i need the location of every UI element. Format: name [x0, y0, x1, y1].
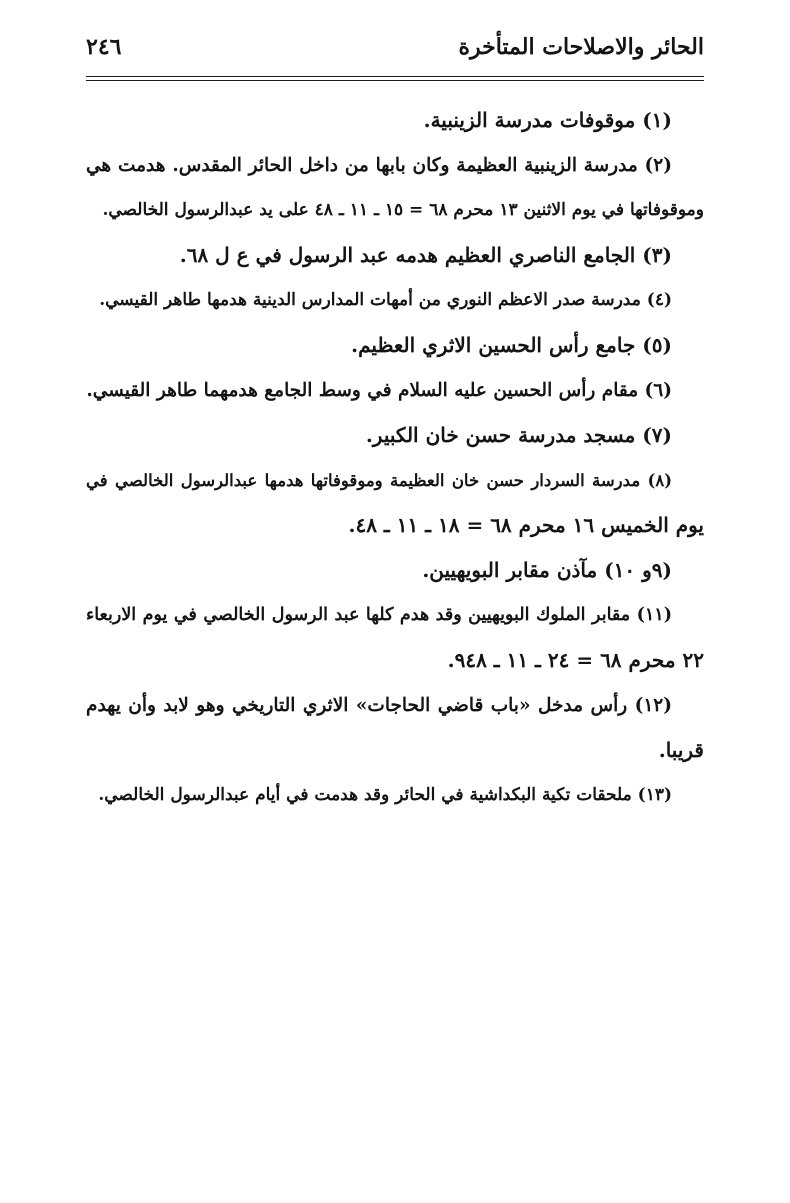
note-13: (١٣) ملحقات تكية البكداشية في الحائر وقد هدمت في أيام عبدالرسول الخالصي.: [98, 785, 672, 805]
note-6: (٦) مقام رأس الحسين عليه السلام في وسط الجامع هدمهما طاهر القيسي.: [86, 380, 672, 401]
note-11-line-1: (١١) مقابر الملوك البويهيين وقد هدم كلها عبد الرسول الخالصي في يوم الاربعاء: [86, 605, 672, 625]
note-4: (٤) مدرسة صدر الاعظم النوري من أمهات المدارس الدينية هدمها طاهر القيسي.: [99, 290, 672, 310]
running-title: الحائر والاصلاحات المتأخرة: [458, 34, 704, 60]
page-header: [86, 30, 704, 74]
note-7: (٧) مسجد مدرسة حسن خان الكبير.: [365, 423, 672, 447]
note-5: (٥) جامع رأس الحسين الاثري العظيم.: [351, 333, 672, 357]
header-rule-bottom: [86, 80, 704, 81]
note-9-10: (٩و ١٠) مآذن مقابر البويهيين.: [422, 558, 672, 582]
note-8-line-1: (٨) مدرسة السردار حسن خان العظيمة وموقوفاتها هدمها عبدالرسول الخالصي في: [86, 471, 672, 490]
note-12-line-2: قريبا.: [658, 738, 704, 762]
note-2-line-2: وموقوفاتها في يوم الاثنين ١٣ محرم ٦٨ = ١٥ ـ ١١ ـ ٤٨ على يد عبدالرسول الخالصي.: [102, 200, 704, 220]
page-number: ٢٤٦: [86, 34, 122, 60]
body-text: [86, 98, 704, 818]
note-1: (١) موقوفات مدرسة الزينبية.: [423, 108, 672, 132]
header-rule-top: [86, 76, 704, 77]
note-2-line-1: (٢) مدرسة الزينبية العظيمة وكان بابها من داخل الحائر المقدس. هدمت هي: [86, 155, 672, 176]
note-12-line-1: (١٢) رأس مدخل «باب قاضي الحاجات» الاثري التاريخي وهو لابد وأن يهدم: [86, 695, 672, 716]
note-11-line-2: ٢٢ محرم ٦٨ = ٢٤ ـ ١١ ـ ٩٤٨.: [447, 648, 704, 672]
note-3: (٣) الجامع الناصري العظيم هدمه عبد الرسول في ع ل ٦٨.: [179, 243, 672, 267]
note-8-line-2: يوم الخميس ١٦ محرم ٦٨ = ١٨ ـ ١١ ـ ٤٨.: [348, 513, 704, 537]
